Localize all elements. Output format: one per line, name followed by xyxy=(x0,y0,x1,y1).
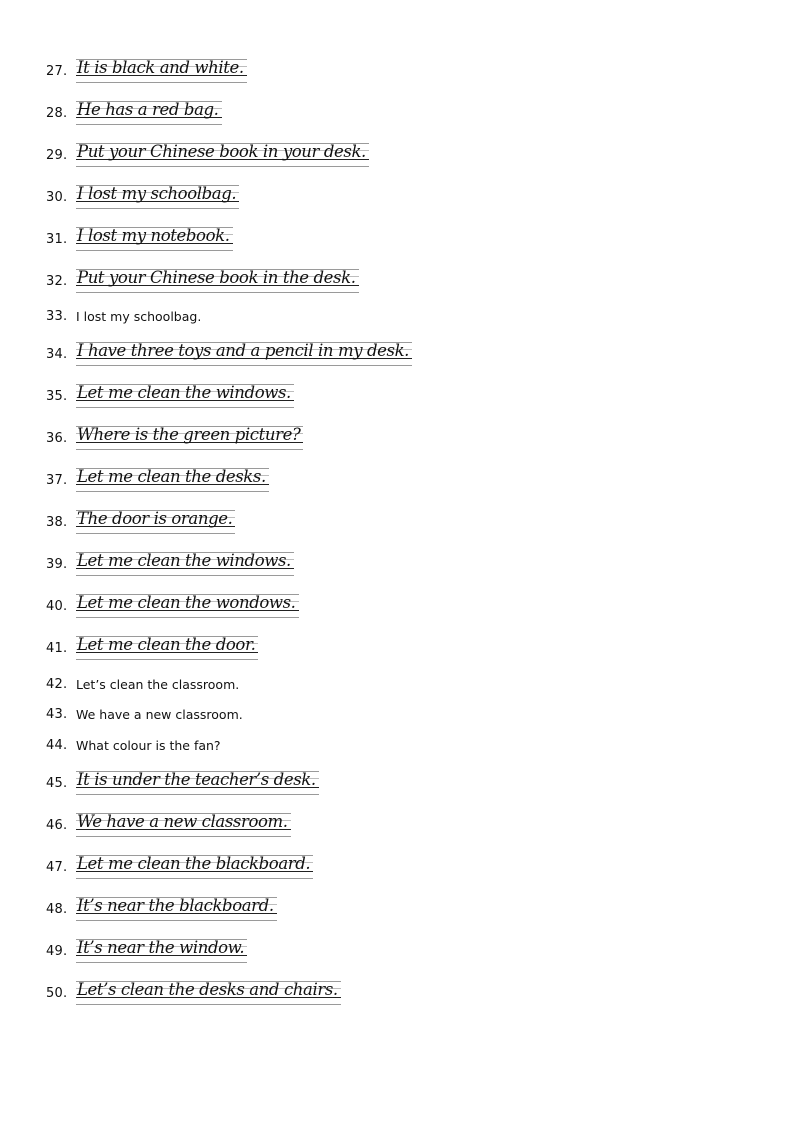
item-number: 35. xyxy=(46,389,68,404)
handwritten-answer: I lost my schoolbag. xyxy=(76,184,239,210)
handwritten-answer: Let me clean the windows. xyxy=(76,383,294,409)
item-number: 43. xyxy=(46,707,68,722)
printed-answer: Let’s clean the classroom. xyxy=(76,677,240,692)
handwritten-answer: Let me clean the blackboard. xyxy=(76,854,313,880)
item-number: 45. xyxy=(46,776,68,791)
item-number: 47. xyxy=(46,860,68,875)
handwritten-answer: I lost my notebook. xyxy=(76,226,233,252)
item-number: 27. xyxy=(46,64,68,79)
printed-answer: I lost my schoolbag. xyxy=(76,309,202,324)
item-number: 36. xyxy=(46,431,68,446)
item-number: 28. xyxy=(46,106,68,121)
item-number: 39. xyxy=(46,557,68,572)
item-number: 42. xyxy=(46,677,68,692)
handwritten-answer: Put your Chinese book in your desk. xyxy=(76,142,369,168)
handwritten-answer: It is black and white. xyxy=(76,58,247,84)
item-number: 32. xyxy=(46,274,68,289)
item-number: 37. xyxy=(46,473,68,488)
handwritten-answer: It is under the teacher’s desk. xyxy=(76,770,319,796)
handwritten-answer: Let me clean the wondows. xyxy=(76,593,299,619)
handwritten-answer: I have three toys and a pencil in my desk. xyxy=(76,341,412,367)
item-number: 41. xyxy=(46,641,68,656)
item-number: 40. xyxy=(46,599,68,614)
handwritten-answer: It’s near the blackboard. xyxy=(76,896,277,922)
handwritten-answer: Let me clean the door. xyxy=(76,635,258,661)
printed-answer: We have a new classroom. xyxy=(76,707,243,722)
handwritten-answer: He has a red bag. xyxy=(76,100,222,126)
item-number: 48. xyxy=(46,902,68,917)
handwritten-answer: We have a new classroom. xyxy=(76,812,291,838)
item-number: 49. xyxy=(46,944,68,959)
item-number: 46. xyxy=(46,818,68,833)
item-number: 44. xyxy=(46,738,68,753)
handwritten-answer: The door is orange. xyxy=(76,509,235,535)
handwritten-answer: It’s near the window. xyxy=(76,938,247,964)
handwritten-answer: Where is the green picture? xyxy=(76,425,303,451)
item-number: 31. xyxy=(46,232,68,247)
item-number: 30. xyxy=(46,190,68,205)
handwritten-answer: Put your Chinese book in the desk. xyxy=(76,268,359,294)
item-number: 50. xyxy=(46,986,68,1001)
item-number: 29. xyxy=(46,148,68,163)
printed-answer: What colour is the fan? xyxy=(76,738,221,753)
handwritten-answer: Let me clean the desks. xyxy=(76,467,269,493)
item-number: 38. xyxy=(46,515,68,530)
handwritten-answer: Let me clean the windows. xyxy=(76,551,294,577)
handwritten-answer: Let’s clean the desks and chairs. xyxy=(76,980,341,1006)
item-number: 33. xyxy=(46,309,68,324)
item-number: 34. xyxy=(46,347,68,362)
